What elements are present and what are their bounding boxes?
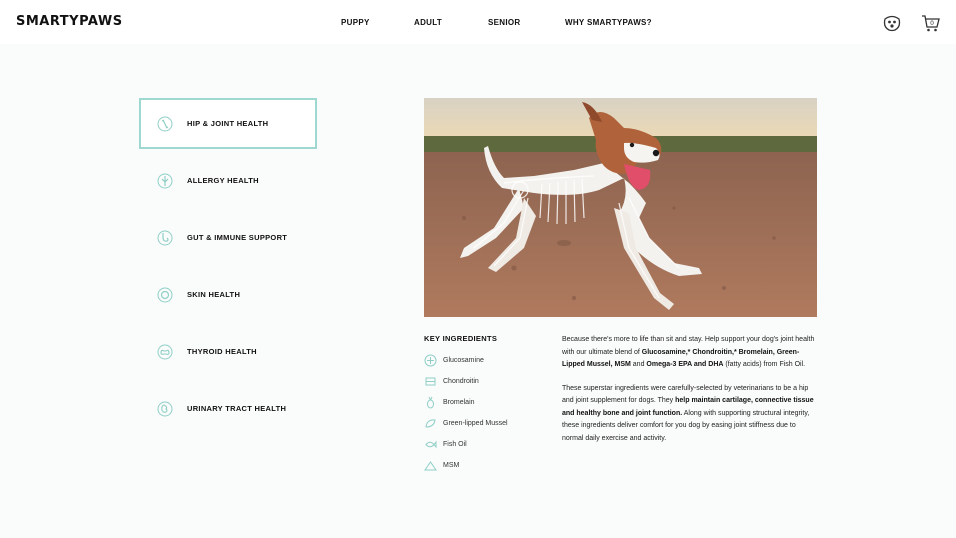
nav-senior[interactable]: SENIOR (488, 18, 521, 27)
description-paragraph-1 (562, 334, 818, 372)
menu-item-hip-joint[interactable] (139, 98, 317, 149)
menu-item-allergy[interactable] (139, 155, 317, 206)
description-text: Along with supporting structural integrity, these ingredients deliver comfort for you dog by easing joint stiffness due to normal daily exercise and activity. (562, 409, 810, 442)
kidney-icon (157, 401, 173, 417)
menu-item-label: THYROID HEALTH (187, 347, 257, 356)
cart-count: 0 (930, 20, 934, 27)
ingredient-item (424, 413, 554, 434)
menu-item-label: URINARY TRACT HEALTH (187, 404, 287, 413)
menu-item-label: HIP & JOINT HEALTH (187, 119, 269, 128)
cartilage-icon (424, 375, 437, 388)
ingredient-label: MSM (443, 462, 460, 469)
thyroid-icon (157, 344, 173, 360)
ingredient-item (424, 392, 554, 413)
pineapple-icon (424, 396, 437, 409)
mussel-icon (424, 417, 437, 430)
ingredient-label: Green-lipped Mussel (443, 420, 508, 427)
allergy-icon (157, 173, 173, 189)
main-content (0, 44, 956, 538)
description-text: These superstar ingredients were carefully-selected by veterinarians to be a hip and joint supplement for dogs. They (562, 384, 809, 404)
nav-adult[interactable]: ADULT (414, 18, 443, 27)
nav-puppy[interactable]: PUPPY (341, 18, 370, 27)
stomach-icon (157, 230, 173, 246)
description-text: (fatty acids) from Fish Oil. (723, 361, 806, 368)
health-category-menu (139, 98, 317, 440)
menu-item-skin[interactable] (139, 269, 317, 320)
header (0, 0, 956, 44)
menu-item-label: ALLERGY HEALTH (187, 176, 259, 185)
description-text: and (630, 361, 647, 368)
description-emphasis: Glucosamine,* Chondroitin,* Bromelain, Green-Lipped Mussel, MSM (562, 348, 800, 368)
ingredient-label: Glucosamine (443, 357, 484, 364)
brand-logo[interactable]: SMARTYPAWS (16, 14, 123, 29)
menu-item-urinary[interactable] (139, 383, 317, 434)
fish-icon (424, 438, 437, 451)
menu-item-label: GUT & IMMUNE SUPPORT (187, 233, 288, 242)
mineral-icon (424, 459, 437, 472)
description-emphasis: help maintain cartilage, connective tissue and healthy bone and joint function. (562, 397, 814, 417)
cart-icon[interactable] (921, 13, 941, 33)
bone-icon (157, 116, 173, 132)
product-description (562, 334, 818, 456)
ingredient-item (424, 350, 554, 371)
paw-user-icon[interactable] (881, 13, 901, 33)
ingredient-item (424, 434, 554, 455)
ingredient-label: Chondroitin (443, 378, 479, 385)
ingredient-label: Fish Oil (443, 441, 467, 448)
key-ingredients (424, 334, 554, 476)
molecule-icon (424, 354, 437, 367)
menu-item-gut-immune[interactable] (139, 212, 317, 263)
dog-running-photo (424, 98, 817, 317)
description-paragraph-2 (562, 383, 818, 446)
ingredient-label: Bromelain (443, 399, 475, 406)
ingredient-item (424, 371, 554, 392)
menu-item-thyroid[interactable] (139, 326, 317, 377)
nav-why-smartypaws[interactable]: WHY SMARTYPAWS? (565, 18, 652, 27)
description-text: Because there's more to life than sit and stay. Help support your dog's joint health with our ultimate blend of (562, 336, 815, 356)
ingredient-item (424, 455, 554, 476)
skin-icon (157, 287, 173, 303)
menu-item-label: SKIN HEALTH (187, 290, 241, 299)
key-ingredients-title: KEY INGREDIENTS (424, 334, 498, 343)
description-emphasis: Omega-3 EPA and DHA (646, 361, 724, 368)
